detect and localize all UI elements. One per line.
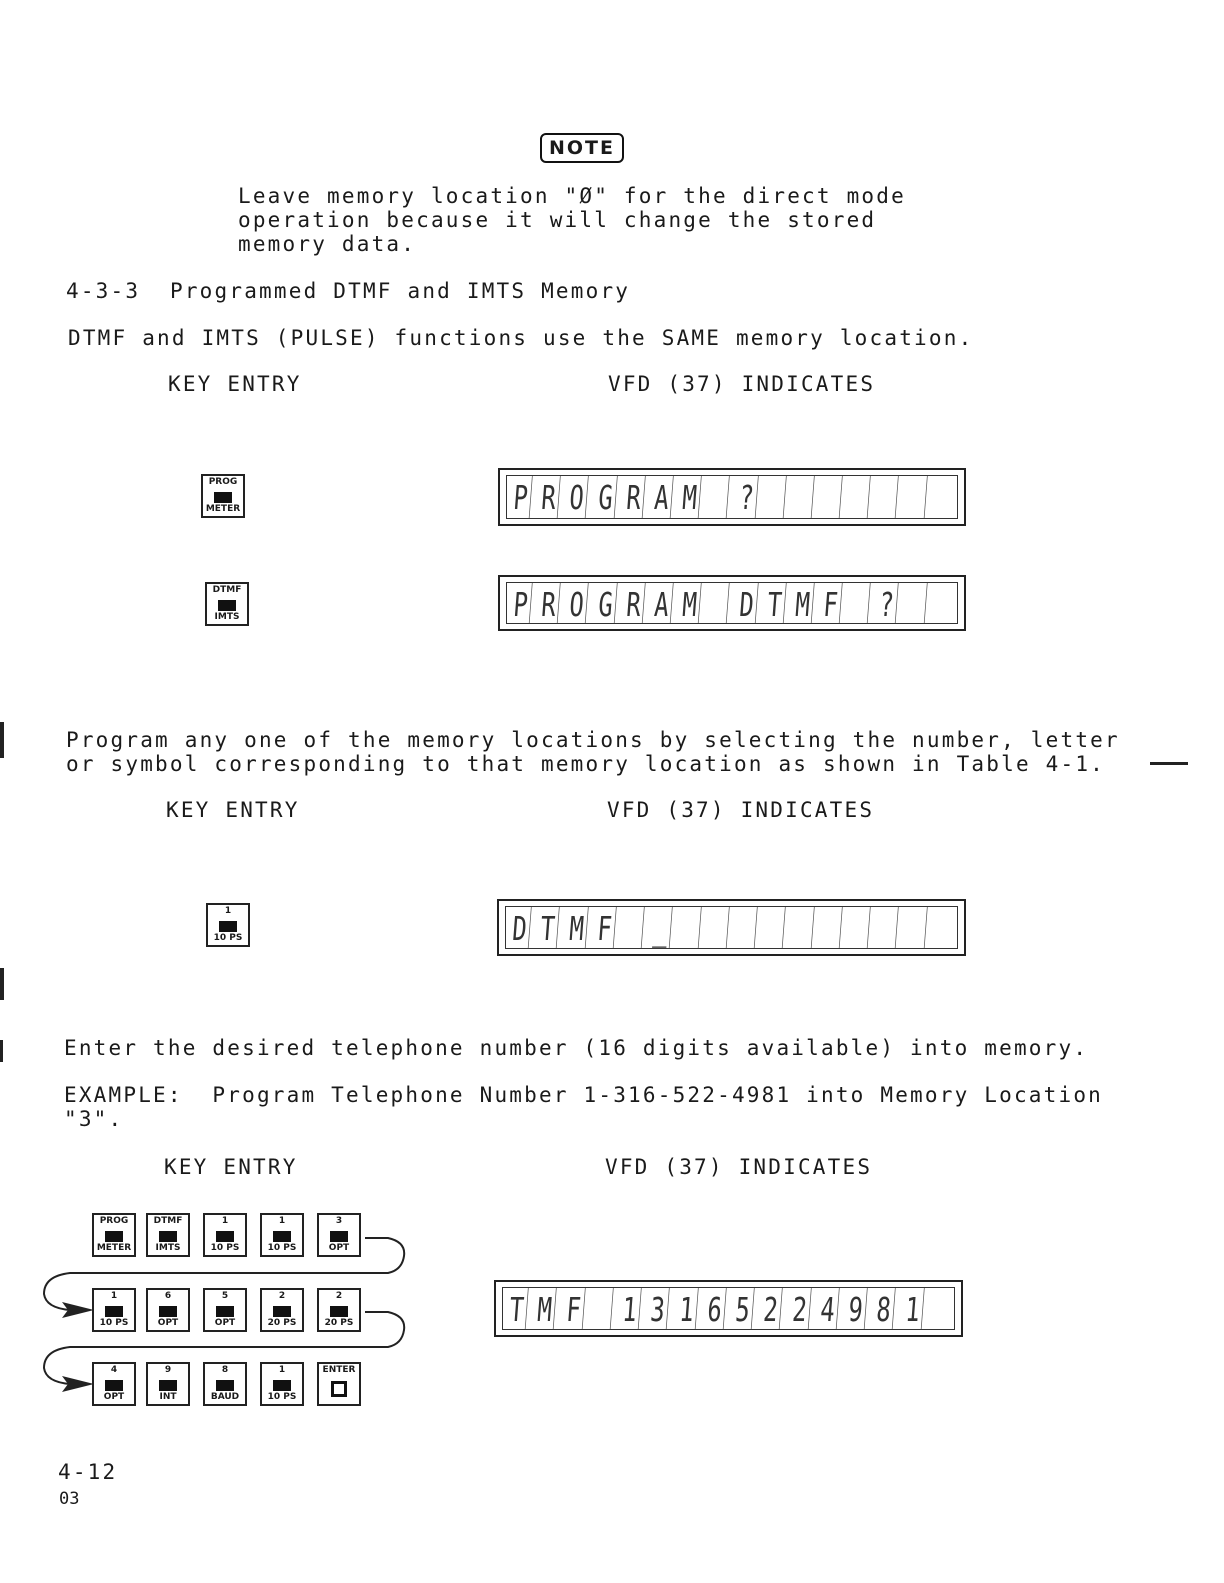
keypad-key bbox=[203, 1288, 247, 1332]
vfd-character-cell: 8 bbox=[873, 1288, 896, 1329]
keypad-key bbox=[260, 1213, 304, 1257]
keypad-key bbox=[92, 1213, 136, 1257]
vfd-character-cell: A bbox=[650, 583, 673, 623]
vfd-character-cell: M bbox=[534, 1288, 557, 1329]
keypad-key bbox=[146, 1213, 190, 1257]
note-line-1: Leave memory location "Ø" for the direct mode bbox=[238, 184, 906, 208]
keypad-key bbox=[260, 1362, 304, 1406]
key-pad bbox=[105, 1380, 123, 1391]
vfd-character-cell: ? bbox=[876, 583, 899, 623]
key-pad bbox=[330, 1306, 348, 1317]
vfd-character-cell: D bbox=[508, 907, 531, 948]
vfd-character-cell: O bbox=[566, 476, 589, 518]
vfd-character-cell: 1 bbox=[901, 1288, 924, 1329]
key-bottom-label: OPT bbox=[103, 1392, 125, 1402]
vfd-character-cell: R bbox=[538, 583, 561, 623]
key-pad bbox=[216, 1380, 234, 1391]
example-line-2: "3". bbox=[64, 1107, 124, 1131]
key-top-label: 1 bbox=[221, 1216, 229, 1226]
key-entry-heading-2: KEY ENTRY bbox=[166, 798, 300, 822]
key-top-label: PROG bbox=[99, 1216, 129, 1226]
key-top-label: 1 bbox=[110, 1291, 118, 1301]
vfd-character-cell: M bbox=[678, 476, 701, 518]
key-top-label: 9 bbox=[164, 1365, 172, 1375]
vfd-character-cell: 2 bbox=[788, 1288, 811, 1329]
key-pad bbox=[216, 1231, 234, 1242]
key-top-label: 2 bbox=[335, 1291, 343, 1301]
vfd-character-cell: M bbox=[679, 583, 702, 623]
key-top-label: 3 bbox=[335, 1216, 343, 1226]
keypad-key bbox=[92, 1362, 136, 1406]
key-pad bbox=[330, 1231, 348, 1242]
margin-mark bbox=[0, 1040, 3, 1062]
keypad-key bbox=[203, 1362, 247, 1406]
vfd-character-cell: A bbox=[650, 476, 673, 518]
key-top-label: 1 bbox=[224, 906, 232, 916]
key-pad bbox=[273, 1231, 291, 1242]
key-pad bbox=[105, 1231, 123, 1242]
key-entry-heading-3: KEY ENTRY bbox=[164, 1155, 298, 1179]
keypad-key bbox=[146, 1288, 190, 1332]
keypad-key bbox=[146, 1362, 190, 1406]
key-bottom-label: IMTS bbox=[155, 1243, 181, 1253]
vfd-character-cell: F bbox=[562, 1288, 585, 1329]
key-pad bbox=[273, 1306, 291, 1317]
revision-bar bbox=[1150, 762, 1188, 765]
key-bottom-label: OPT bbox=[328, 1243, 350, 1253]
vfd-heading-1: VFD (37) INDICATES bbox=[608, 372, 876, 396]
key-top-label: DTMF bbox=[153, 1216, 183, 1226]
key-top-label: 2 bbox=[278, 1291, 286, 1301]
vfd-character-cell: 4 bbox=[816, 1288, 839, 1329]
key-bottom-label: 10 PS bbox=[267, 1243, 297, 1253]
keypad-key bbox=[92, 1288, 136, 1332]
key-pad bbox=[159, 1231, 177, 1242]
key-bottom-label: IMTS bbox=[214, 612, 240, 622]
example-line-1: EXAMPLE: Program Telephone Number 1-316-522-4981 into Memory Location bbox=[64, 1083, 1104, 1107]
section-title: Programmed DTMF and IMTS Memory bbox=[170, 279, 631, 303]
revision-number: 03 bbox=[59, 1489, 80, 1509]
key-pad bbox=[331, 1381, 347, 1397]
vfd-character-cell: _ bbox=[650, 907, 673, 948]
key-bottom-label: OPT bbox=[157, 1318, 179, 1328]
vfd-character-cell bbox=[929, 1288, 952, 1329]
vfd-character-cell: G bbox=[594, 476, 617, 518]
vfd-character-cell: M bbox=[791, 583, 814, 623]
vfd-heading-2: VFD (37) INDICATES bbox=[607, 798, 875, 822]
key-top-label: ENTER bbox=[322, 1365, 356, 1375]
key-bottom-label: BAUD bbox=[210, 1392, 240, 1402]
vfd-character-cell: G bbox=[594, 583, 617, 623]
vfd-character-cell: T bbox=[505, 1288, 528, 1329]
key-top-label: DTMF bbox=[212, 585, 242, 595]
para2-line-1: Program any one of the memory locations by selecting the number, letter bbox=[66, 728, 1120, 752]
key-bottom-label: 10 PS bbox=[99, 1318, 129, 1328]
margin-mark bbox=[0, 722, 4, 758]
key-pad bbox=[159, 1380, 177, 1391]
vfd-character-cell: 1 bbox=[618, 1288, 641, 1329]
vfd-character-cell: F bbox=[593, 907, 616, 948]
key-bottom-label: 10 PS bbox=[210, 1243, 240, 1253]
vfd-character-cell: O bbox=[566, 583, 589, 623]
keypad-key bbox=[317, 1213, 361, 1257]
key-entry-heading-1: KEY ENTRY bbox=[168, 372, 302, 396]
key-bottom-label: METER bbox=[205, 504, 241, 514]
vfd-character-cell: T bbox=[763, 583, 786, 623]
vfd-display-phone-number bbox=[494, 1280, 963, 1337]
key-top-label: 1 bbox=[278, 1216, 286, 1226]
key-bottom-label: 10 PS bbox=[267, 1392, 297, 1402]
key-top-label: 6 bbox=[164, 1291, 172, 1301]
key-bottom-label: 10 PS bbox=[213, 933, 243, 943]
note-line-2: operation because it will change the stored bbox=[238, 208, 877, 232]
key-top-label: PROG bbox=[208, 477, 238, 487]
key-pad bbox=[159, 1306, 177, 1317]
section-number: 4-3-3 bbox=[66, 279, 141, 303]
note-label: NOTE bbox=[540, 133, 624, 163]
vfd-character-cell: 1 bbox=[675, 1288, 698, 1329]
key-top-label: 8 bbox=[221, 1365, 229, 1375]
vfd-character-cell: 9 bbox=[844, 1288, 867, 1329]
vfd-character-cell: R bbox=[622, 476, 645, 518]
key-bottom-label: OPT bbox=[214, 1318, 236, 1328]
key-pad bbox=[216, 1306, 234, 1317]
key-bottom-label: 20 PS bbox=[324, 1318, 354, 1328]
key-bottom-label: 20 PS bbox=[267, 1318, 297, 1328]
note-line-3: memory data. bbox=[238, 232, 417, 256]
vfd-character-cell: P bbox=[509, 476, 532, 518]
vfd-character-cell: 2 bbox=[760, 1288, 783, 1329]
key-pad bbox=[273, 1380, 291, 1391]
keypad-key bbox=[317, 1288, 361, 1332]
key-top-label: 1 bbox=[278, 1365, 286, 1375]
para2-line-2: or symbol corresponding to that memory location as shown in Table 4-1. bbox=[66, 752, 1106, 776]
key-bottom-label: METER bbox=[96, 1243, 132, 1253]
margin-mark bbox=[0, 968, 4, 1000]
key-bottom-label: INT bbox=[159, 1392, 177, 1402]
para3-text: Enter the desired telephone number (16 digits available) into memory. bbox=[64, 1036, 1089, 1060]
vfd-character-cell: ? bbox=[735, 476, 758, 518]
vfd-character-cell: T bbox=[537, 907, 560, 948]
vfd-character-cell: R bbox=[622, 583, 645, 623]
keypad-key bbox=[317, 1362, 361, 1406]
vfd-character-cell: M bbox=[565, 907, 588, 948]
vfd-character-cell: R bbox=[538, 476, 561, 518]
page-number: 4-12 bbox=[58, 1460, 118, 1484]
vfd-character-cell: 6 bbox=[703, 1288, 726, 1329]
key-top-label: 4 bbox=[110, 1365, 118, 1375]
vfd-heading-3: VFD (37) INDICATES bbox=[605, 1155, 873, 1179]
key-pad bbox=[105, 1306, 123, 1317]
vfd-character-cell: P bbox=[509, 583, 532, 623]
vfd-character-cell bbox=[590, 1288, 613, 1329]
keypad-key bbox=[260, 1288, 304, 1332]
vfd-character-cell: D bbox=[735, 583, 758, 623]
keypad-key bbox=[203, 1213, 247, 1257]
key-top-label: 5 bbox=[221, 1291, 229, 1301]
vfd-character-cell: 5 bbox=[731, 1288, 754, 1329]
intro-text: DTMF and IMTS (PULSE) functions use the SAME memory location. bbox=[68, 326, 974, 350]
vfd-character-cell: F bbox=[819, 583, 842, 623]
vfd-character-cell: 3 bbox=[647, 1288, 670, 1329]
